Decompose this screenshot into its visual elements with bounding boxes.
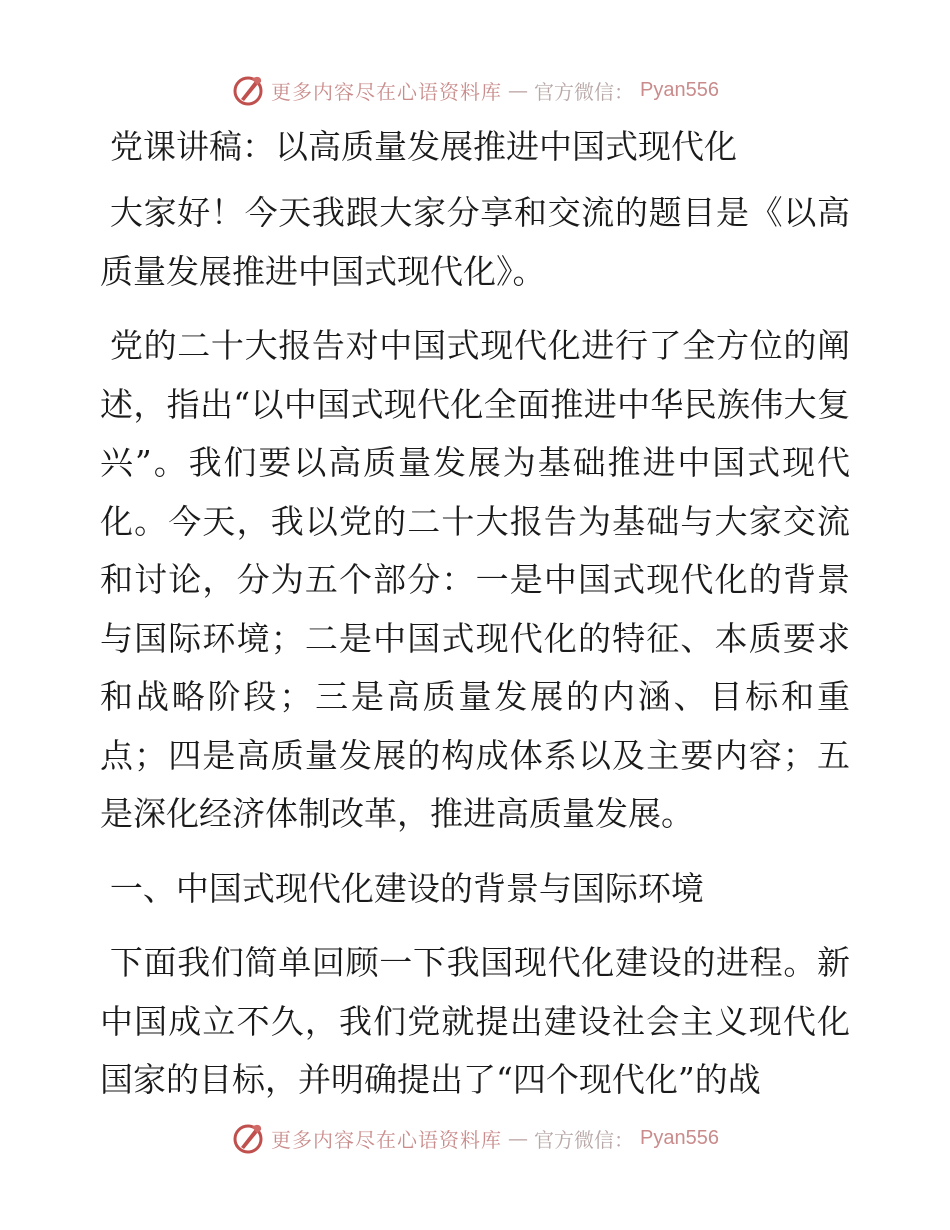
watermark-separator: — — [508, 1126, 529, 1150]
paragraph-greeting: 大家好！今天我跟大家分享和交流的题目是《以高质量发展推进中国式现代化》。 — [100, 193, 850, 291]
red-quill-logo-icon — [231, 73, 265, 107]
document-body — [100, 118, 850, 1110]
document-title: 党课讲稿：以高质量发展推进中国式现代化 — [110, 127, 737, 166]
watermark-sub-text: 官方微信： — [534, 79, 635, 104]
section-heading: 一、中国式现代化建设的背景与国际环境 — [109, 868, 704, 908]
watermark-site-text: 更多内容尽在心语资料库 — [271, 79, 503, 104]
watermark-wechat-id: Pyan556 — [640, 1126, 719, 1149]
red-quill-logo-icon — [231, 1121, 265, 1155]
paragraph-history: 下面我们简单回顾一下我国现代化建设的进程。新中国成立不久，我们党就提出建设社会主义现代化国家的目标，并明确提出了“四个现代化”的战 — [100, 943, 850, 1099]
footer-watermark — [0, 1120, 950, 1156]
watermark-sub-text: 官方微信： — [534, 1127, 635, 1152]
header-watermark — [0, 72, 950, 108]
watermark-site-text: 更多内容尽在心语资料库 — [271, 1127, 503, 1152]
watermark-wechat-id: Pyan556 — [640, 78, 719, 101]
paragraph-intro: 党的二十大报告对中国式现代化进行了全方位的阐述，指出“以中国式现代化全面推进中华民族伟大复兴”。我们要以高质量发展为基础推进中国式现代化。今天，我以党的二十大报告为基础与大家交流和讨论，分为五个部分：一是中国式现代化的背景与国际环境；二是中国式现代化的特征、本质要求和战略阶段；三是高质量发展的内涵、目标和重点；四是高质量发展的构成体系以及主要内容；五是深化经济体制改革，推进高质量发展。 — [100, 326, 850, 833]
watermark-separator: — — [508, 78, 529, 102]
